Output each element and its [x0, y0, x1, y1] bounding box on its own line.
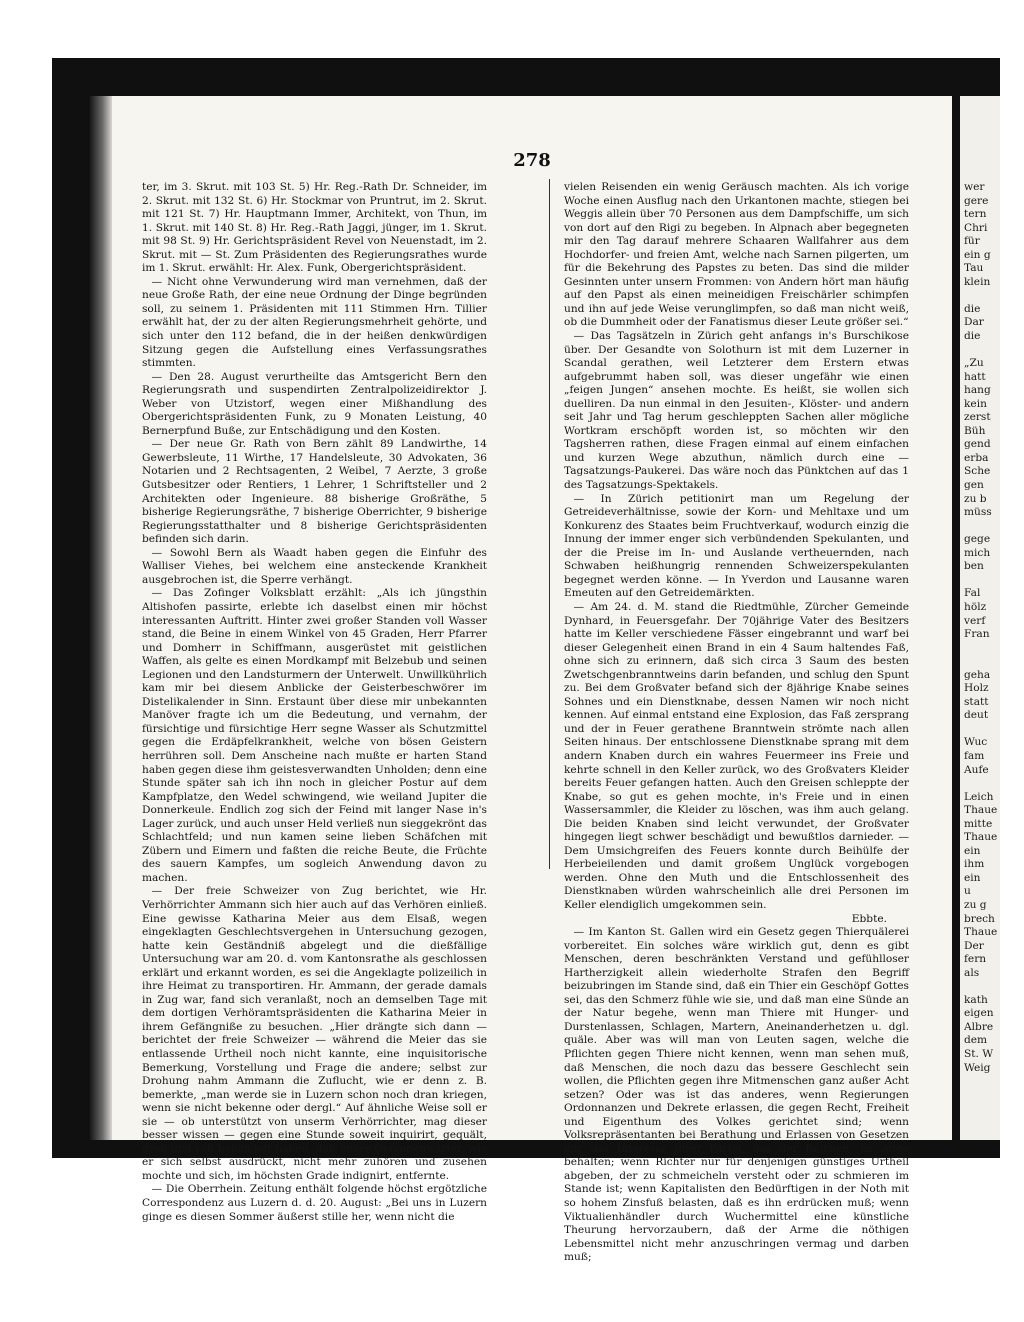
adjacent-page-line: fern — [964, 953, 987, 966]
adjacent-page-line: Thaue — [964, 926, 998, 939]
article-paragraph: — Die Oberrhein. Zeitung enthält folgende höchst ergötzliche Correspondenz aus Luzern d. d. 20. August: „Bei uns in Luzern ginge es diesen Sommer äußerst stille her, wenn nicht die — [142, 1183, 487, 1223]
adjacent-page-line: geha — [964, 668, 991, 681]
adjacent-page-line: St. W — [964, 1048, 994, 1060]
newspaper-page — [112, 96, 952, 1264]
adjacent-page-line: verf — [964, 614, 986, 627]
adjacent-page-line: hatt — [964, 370, 986, 383]
adjacent-page-line: Holz — [964, 682, 989, 695]
article-paragraph: — In Zürich petitionirt man um Regelung der Getreideverhältnisse, sowie der Korn- und Mehltaxe und um Konkurenz des Staates beim Fruchtverkauf, wodurch einzig die Innung der immer enger sich verbündenden Spekulanten, und der die Preise im In- und Auslande vertheuernden, nach Schwaben heißhungrig rennenden Schweizerspekulanten begegnet werden könne. — In Yverdon und Lausanne waren Emeuten auf den Getreidemärkten. — [564, 492, 909, 600]
adjacent-page-line: müss — [964, 506, 992, 519]
article-paragraph: — Am 24. d. M. stand die Riedtmühle, Zürcher Gemeinde Dynhard, in Feuersgefahr. Der 70jährige Vater des Besitzers hatte im Keller verschiedene Fässer eingebrannt und warf bei dieser Gelegenheit einen Brand in ein 4 Saum haltendes Faß, ohne sich zu erinnern, daß sich circa 3 Saum des besten Zwetschgenbranntweins darin befanden, und schlug den Spunt zu. Bei dem Großvater befand sich der 8jährige Knabe seines Sohnes und ein Dienstknabe, dessen Namen wir noch nicht kennen. Auf einmal entstand eine Explosion, das Faß zersprang und der in Feuer gerathene Branntwein strömte nach allen Seiten hinaus. Der entschlossene Dienstknabe sprang mit dem andern Knaben durch ein wahres Feuermeer ins Freie und kehrte schnell in den Keller zurück, wo des Großvaters Kleider bereits Feuer gefangen hatten. Auch den Greisen schleppte der Knabe, so gut es gehen mochte, in's Freie und in einen Wassersammler, die Kleider zu löschen, was ihm auch gelang. Die beiden Knaben sind leicht verwundet, der Großvater hingegen liegt schwer beschädigt und bewußtlos darnieder. — Dem Umsichgreifen des Feuers konnte durch Beihülfe der Herbeieilenden und damit großem Unglück vorgebogen werden. Ohne den Muth und die Entschlossenheit des Dienstknaben würden wahrscheinlich alle drei Personen im Keller elendiglich umgekommen sein. — [564, 600, 909, 911]
right-column — [564, 181, 909, 1265]
adjacent-page-line — [964, 980, 1024, 994]
adjacent-page-line: für — [964, 235, 980, 248]
adjacent-page-line — [964, 344, 1024, 358]
adjacent-page-line: Aufe — [964, 763, 989, 776]
adjacent-page-line: mitte — [964, 817, 993, 830]
adjacent-page-line: wer — [964, 181, 985, 193]
article-paragraph: — Den 28. August verurtheilte das Amtsgericht Bern den Regierungsrath und suspendirten Zentralpolizeidirektor J. Weber von Utzistorf, wegen einer Mißhandlung des Obergerichtspräsidenten Funk, zu 9 Monaten Leistung, 40 Bernerpfund Buße, zur Entschädigung und den Kosten. — [142, 370, 487, 437]
adjacent-page-line: Chri — [964, 221, 988, 234]
adjacent-page-line: hang — [964, 384, 991, 397]
adjacent-page-line: Weig — [964, 1061, 991, 1074]
article-paragraph: — Der neue Gr. Rath von Bern zählt 89 Landwirthe, 14 Gewerbsleute, 11 Wirthe, 17 Handelsleute, 30 Advokaten, 36 Notarien und 2 Rechtsagenten, 2 Weibel, 7 Aerzte, 3 große Gutsbesitzer oder Rentiers, 1 Lehrer, 1 Schriftsteller und 2 Architekten oder Ingenieure. 88 bisherige Großräthe, 5 bisherige Regierungsräthe, 7 bisherige Oberrichter, 9 bisherige Regierungsstatthalter und 8 bisherige Gerichtspräsidenten befinden sich darin. — [142, 438, 487, 546]
adjacent-page-line: erba — [964, 451, 989, 464]
page-number: 278 — [513, 150, 551, 171]
adjacent-page-line: brech — [964, 912, 995, 925]
adjacent-page-line: zerst — [964, 411, 991, 424]
adjacent-page-line — [964, 723, 1024, 737]
adjacent-page-line: ben — [964, 560, 984, 573]
adjacent-page-line: kein — [964, 397, 987, 410]
page-gutter — [88, 96, 112, 1140]
adjacent-page-line: tern — [964, 208, 987, 221]
adjacent-page-line: Dar — [964, 316, 984, 329]
adjacent-page-line: ein — [964, 844, 981, 857]
adjacent-page-line: zu b — [964, 492, 987, 505]
adjacent-page-line: Albre — [964, 1020, 994, 1033]
adjacent-page-line: eigen — [964, 1007, 994, 1020]
adjacent-page-line: die — [964, 302, 981, 315]
article-signature: Ebbte. — [851, 912, 887, 925]
article-paragraph: vielen Reisenden ein wenig Geräusch machten. Als ich vorige Woche einen Ausflug nach den Urkantonen machte, stiegen bei Weggis allein über 70 Personen aus dem Dampfschiffe, um sich von dort auf den Rigi zu begeben. In Alpnach aber begegneten mir den Tag darauf mehrere Schaaren Wallfahrer aus dem Hochdorfer- und freien Amt, welche nach Sarnen pilgerten, um für die Bekehrung des Papstes zu beten. Das sind die milder Gesinnten unter unsern Frommen: von Andern hört man häufig auf den Papst als einen meineidigen Freischärler schimpfen und ihn auf jede Weise verunglimpfen, so daß man nicht weiß, ob die Dummheit oder der Fanatismus dieser Leute größer sei.“ — [564, 181, 909, 329]
adjacent-page-line: Tau — [964, 262, 984, 275]
article-paragraph: — Nicht ohne Verwunderung wird man vernehmen, daß der neue Große Rath, der eine neue Ordnung der Dinge begründen soll, zu seinem 1. Präsidenten mit 111 Stimmen Hrn. Tillier erwählt hat, der zu der alten Regierungsmehrheit gehörte, und sich unter den 112 befand, die in der heißen denkwürdigen Sitzung gegen die Aufstellung eines Verfassungsrathes stimmten. — [142, 275, 487, 370]
article-paragraph: — Das Tagsätzeln in Zürich geht anfangs in's Burschikose über. Der Gesandte von Solothurn ist mit dem Luzerner in Scandal gerathen, weil Letzterer dem Erstern etwas aufgebrummt haben soll, was dieser ungefähr wie einen „feigen Jungen“ ansehen mochte. Es heißt, sie wollen sich duelliren. Da nun einmal in den Jesuiten-, Klöster- und andern seit Jahr und Tag herum geschleppten Sachen aller mögliche Wortkram erschöpft worden ist, so möchten wir den Tagsherren rathen, diese Fragen einmal auf einem einfachen und kurzen Wege abzuthun, nämlich durch eine — Tagsatzungs-Paukerei. Das wäre noch das Pünktchen auf das 1 des Tagsatzungs-Spektakels. — [564, 330, 909, 492]
adjacent-page-line: Büh — [964, 424, 986, 437]
adjacent-page-lines — [964, 181, 1024, 1075]
article-paragraph: — Das Zofinger Volksblatt erzählt: „Als ich jüngsthin Altishofen passirte, erlebte ich daselbst einen mir höchst interessanten Auftritt. Hinter zwei großer Standen voll Wasser stand, die Beine in einem Winkel von 45 Graden, Herr Pfarrer und Domherr in Schiffmann, ausgerüstet mit geistlichen Waffen, als gelte es einen Mordkampf mit Belzebub und seinen Legionen und den Landsturmern der Unterwelt. Unwillkührlich kam mir bei diesem Anblicke der Geisterbeschwörer im Distelikalender in Sinn. Erstaunt über diese mir unbekannten Manöver fragte ich um die Bedeutung, und vernahm, der fürsichtige und fürsichtige Herr segne Wasser als Schutzmittel gegen die Erdäpfelkrankheit, welche von bösen Geistern herrühren soll. Dem Anscheine nach mußte er harten Stand haben gegen diese ihm geistesverwandten Unholden; denn eine Stunde später sah ich ihn noch in gleicher Postur auf dem Kampfplatze, den Wedel schwingend, wie weiland Jupiter die Donnerkeule. Endlich zog sich der Feind mit langer Nase in's Lager zurück, und auch unser Held verließ nun sieggekrönt das Schlachtfeld; und nun kamen seine lieben Schäfchen mit Zübern und Eimern und faßten die reiche Beute, die Früchte des sauern Kampfes, um sogleich Anwendung davon zu machen. — [142, 587, 487, 884]
adjacent-page-line: deut — [964, 709, 989, 722]
adjacent-page-line: kath — [964, 993, 988, 1006]
adjacent-page-line: die — [964, 330, 981, 343]
adjacent-page-line: Der — [964, 939, 984, 952]
adjacent-page-line: als — [964, 966, 980, 979]
adjacent-page-line — [964, 642, 1024, 656]
article-paragraph: ter, im 3. Skrut. mit 103 St. 5) Hr. Reg.-Rath Dr. Schneider, im 2. Skrut. mit 132 St. 6) Hr. Stockmar von Pruntrut, im 2. Skrut. mit 121 St. 7) Hr. Hauptmann Immer, Architekt, von Thun, im 1. Skrut. mit 140 St. 8) Hr. Reg.-Rath Jaggi, jünger, im 1. Skrut. mit 98 St. 9) Hr. Gerichtspräsident Revel von Neuenstadt, im 2. Skrut. mit — St. Zum Präsidenten des Regierungsrathes wurde im 1. Skrut. erwählt: Hr. Alex. Funk, Obergerichtspräsident. — [142, 181, 487, 275]
adjacent-page-line — [964, 777, 1024, 791]
adjacent-page-line — [964, 655, 1024, 669]
adjacent-page-line: dem — [964, 1034, 988, 1047]
adjacent-page-line: fam — [964, 749, 985, 762]
adjacent-page-line: Sche — [964, 465, 991, 478]
adjacent-page-line: Fran — [964, 628, 990, 641]
adjacent-page-line: Leich — [964, 790, 994, 803]
article-paragraph: — Im Kanton St. Gallen wird ein Gesetz gegen Thierquälerei vorbereitet. Ein solches wäre wirklich gut, denn es gibt Menschen, deren beschränkten Verstand und gefühlloser Hartherzigkeit allein wiederholte Strafen den Begriff beizubringen im Stande sind, daß ein Thier ein Geschöpf Gottes sei, das den Schmerz fühle wie sie, und daß man eine Sünde an der Natur begehe, wenn man Thiere mit Hunger- und Durstenlassen, Schlagen, Martern, Aneinanderhetzen u. dgl. quäle. Aber was will man von Leuten sagen, welche die Pflichten gegen Thiere nicht kennen, wenn man sehen muß, daß Menschen, die noch dazu das bessere Geschlecht sein wollen, die Pflichten gegen ihre Mitmenschen ganz außer Acht setzen? Oder was ist das anderes, wenn Regierungen Ordonnanzen und Dekrete erlassen, die gegen Recht, Freiheit und Eigenthum des Volkes gerichtet sind; wenn Volksrepräsentanten bei Berathung und Erlassen von Gesetzen nur das Interesse ihrer Partei, das der Reichen, im Auge behalten; wenn Richter nur für denjenigen günstiges Urtheil abgeben, der zu schmeicheln versteht oder zu schmieren im Stande ist; wenn Kapitalisten den Bedürftigen in der Noth mit so hohem Zinsfuß belasten, daß es ihn erdrücken muß; wenn Viktualienhändler durch Wuchermittel eine künstliche Theurung hervorzaubern, daß der Arme die nöthigen Lebensmittel nicht mehr anzuschringen vermag und darben muß; — [564, 926, 909, 1264]
adjacent-page-line: Thaue — [964, 804, 998, 817]
adjacent-page-line — [964, 520, 1024, 534]
article-paragraph: — Der freie Schweizer von Zug berichtet, wie Hr. Verhörrichter Ammann sich hier auch auf das Verhören einließ. Eine gewisse Katharina Meier aus dem Elsaß, wegen eingeklagten Geschlechtsvergehen in Untersuchung gezogen, hatte kein Geständniß abgelegt und die dießfällige Untersuchung war am 20. d. vom Kantonsrathe als geschlossen erklärt und erkannt worden, es sei die Angeklagte polizeilich in ihre Heimat zu transportiren. Hr. Ammann, der gerade damals in Zug war, fand sich veranlaßt, noch an demselben Tage mit dem dortigen Verhöramtspräsidenten die Katharina Meier in ihrem Gefängniße zu besuchen. „Hier drängte sich dann — berichtet der freie Schweizer — während die Meier das sie entlassende Urtheil noch nicht kannte, eine inquisitorische Bemerkung, Vorstellung und Frage die andere; selbst zur Drohung nahm Ammann die Zuflucht, wie er denn z. B. bemerkte, „man werde sie in Luzern schon noch dran kriegen, wenn sie nicht bekenne oder dergl.“ Auf ähnliche Weise soll er sie — ob unterstützt von unserm Verhörrichter, mag dieser besser wissen — gegen eine Stunde soweit inquirirt, gequält, grob und roh behandelt haben, daß unser Gefangenwärter, wie er sich selbst ausdrückt, nicht mehr zuhören und zusehen mochte und sich, im höchsten Grade indignirt, entfernte. — [142, 885, 487, 1182]
adjacent-page-line: Thaue — [964, 831, 998, 844]
adjacent-page-line: ein g — [964, 248, 991, 261]
adjacent-page-fragment — [960, 96, 1000, 1140]
adjacent-page-line: gege — [964, 533, 991, 546]
adjacent-page-line: hölz — [964, 600, 987, 613]
adjacent-page-line: gend — [964, 438, 991, 451]
adjacent-page-line: Fal — [964, 587, 981, 600]
adjacent-page-line: ihm — [964, 858, 985, 871]
adjacent-page-line: gere — [964, 194, 989, 207]
adjacent-page-line — [964, 574, 1024, 588]
adjacent-page-line: u — [964, 885, 971, 898]
adjacent-page-line — [964, 289, 1024, 303]
adjacent-page-line: klein — [964, 275, 991, 288]
adjacent-page-line: statt — [964, 695, 989, 708]
adjacent-page-line: ein — [964, 871, 981, 884]
adjacent-page-line: mich — [964, 546, 991, 559]
adjacent-page-line: zu g — [964, 898, 987, 911]
left-column — [142, 181, 487, 1224]
adjacent-page-line: „Zu — [964, 357, 984, 370]
adjacent-page-line: gen — [964, 479, 984, 492]
adjacent-page-line: Wuc — [964, 736, 988, 749]
article-paragraph: — Sowohl Bern als Waadt haben gegen die Einfuhr des Walliser Viehes, bei welchem eine ansteckende Krankheit ausgebrochen ist, die Sperre verhängt. — [142, 546, 487, 586]
column-divider — [549, 179, 550, 869]
